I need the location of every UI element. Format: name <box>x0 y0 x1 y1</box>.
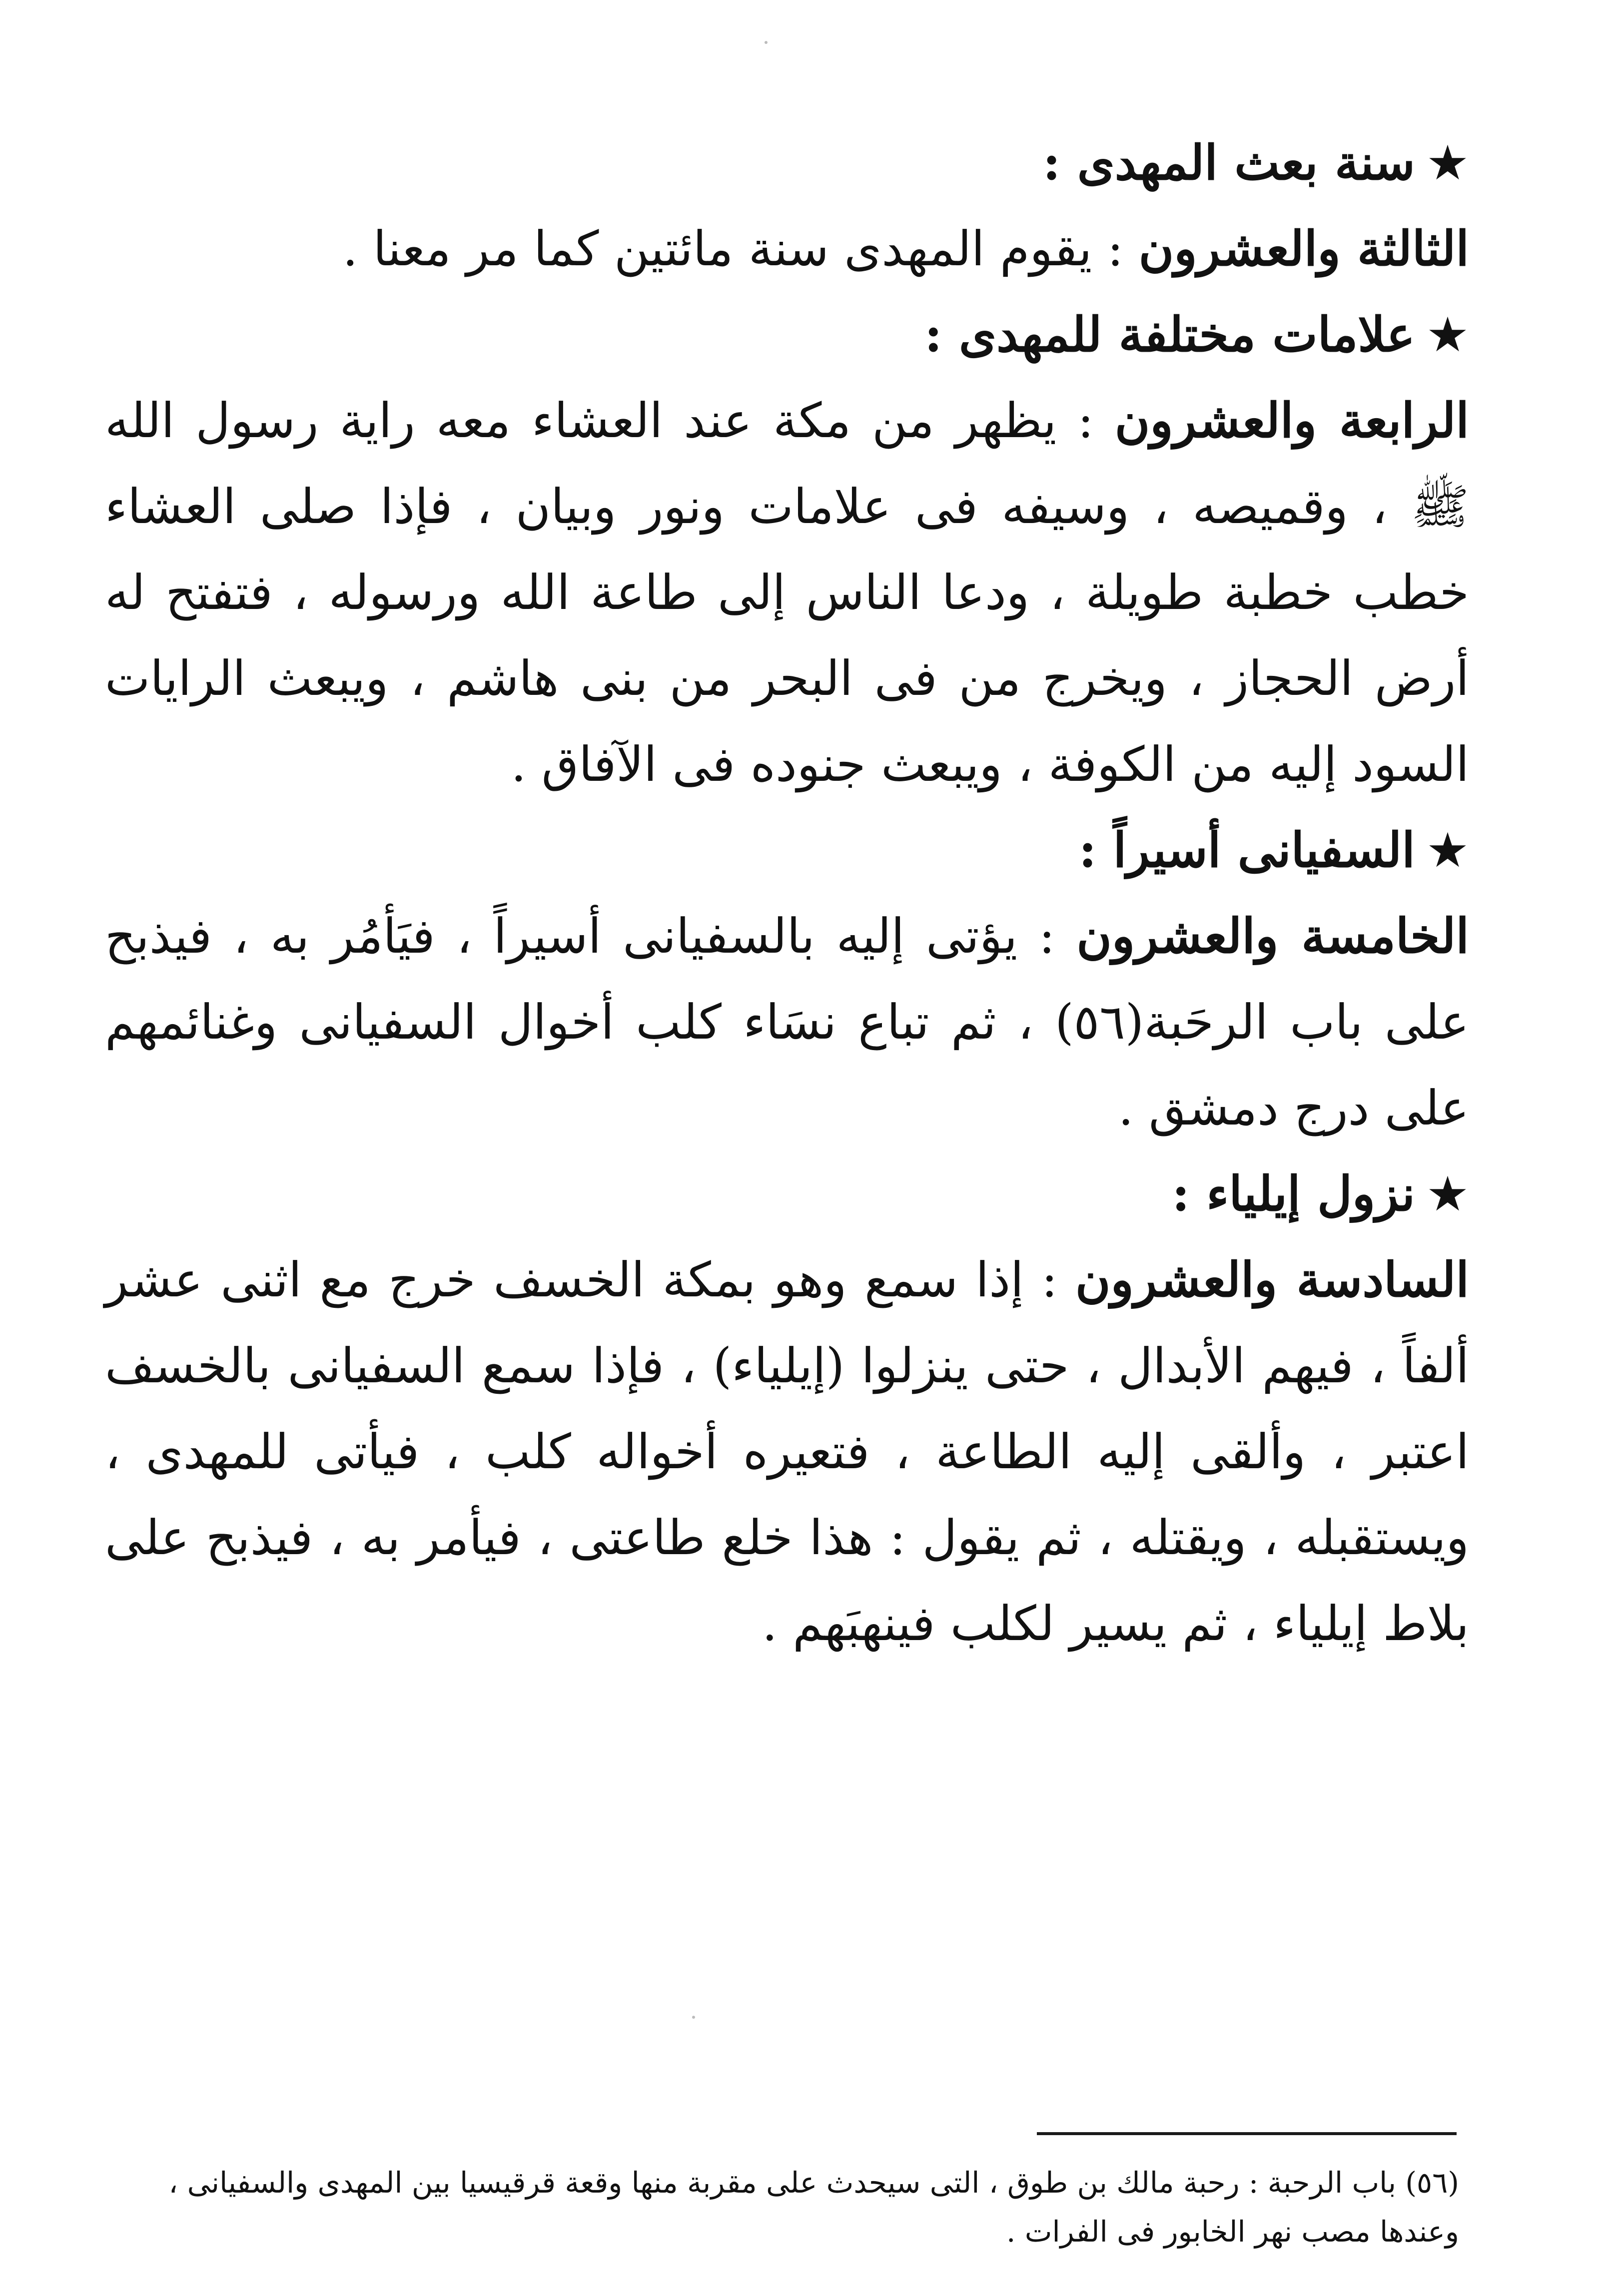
section-paragraph <box>105 378 1469 807</box>
paragraph-lead: الرابعة والعشرون <box>1114 392 1470 449</box>
paragraph-text: : يظهر من مكة عند العشاء معه راية رسول الله ﷺ ، وقميصه ، وسيفه فى علامات ونور وبيان ، فإذا صلى العشاء خطب خطبة طويلة ، ودعا الناس إلى طاعة الله ورسوله ، فتفتح له أرض الحجاز ، ويخرج من فى البحر من بنى هاشم ، ويبعث الرايات السود إليه من الكوفة ، ويبعث جنوده فى الآفاق . <box>105 393 1469 792</box>
footnote-divider <box>1037 2132 1457 2135</box>
heading-text: السفيانى أسيراً : <box>1078 822 1415 878</box>
scan-speck <box>692 2016 695 2019</box>
paragraph-text: : إذا سمع وهو بمكة الخسف خرج مع اثنى عشر ألفاً ، فيهم الأبدال ، حتى ينزلوا (إيلياء) ، فإذا سمع السفيانى بالخسف اعتبر ، وألقى إليه الطاعة ، فتعيره أخواله كلب ، فيأتى للمهدى ، ويستقبله ، ويقتله ، ثم يقول : هذا خلع طاعتى ، فيأمر به ، فيذبح على بلاط إيلياء ، ثم يسير لكلب فينهبَهم . <box>105 1252 1469 1652</box>
star-bullet-icon: ★ <box>1426 307 1469 363</box>
star-bullet-icon: ★ <box>1426 135 1469 191</box>
paragraph-lead: الخامسة والعشرون <box>1076 908 1470 964</box>
section-heading <box>105 807 1469 893</box>
paragraph-text: : يقوم المهدى سنة مائتين كما مر معنا . <box>342 221 1139 277</box>
scan-speck <box>765 41 768 44</box>
paragraph-text: : يؤتى إليه بالسفيانى أسيراً ، فيَأمُر به ، فيذبح على باب الرحَبة(٥٦) ، ثم تباع نسَاء كلب أخوال السفيانى وغنائمهم على درج دمشق . <box>105 908 1470 1136</box>
section-paragraph <box>105 206 1469 292</box>
heading-text: علامات مختلفة للمهدى : <box>924 306 1415 363</box>
paragraph-lead: السادسة والعشرون <box>1075 1251 1469 1308</box>
section-heading <box>105 292 1469 378</box>
heading-text: نزول إيلياء : <box>1172 1165 1415 1222</box>
page-body <box>105 120 1469 1667</box>
section-heading <box>105 120 1469 206</box>
paragraph-lead: الثالثة والعشرون <box>1138 220 1469 277</box>
section-paragraph <box>105 1237 1469 1667</box>
heading-text: سنة بعث المهدى : <box>1042 134 1415 191</box>
section-heading <box>105 1151 1469 1237</box>
footnote: (٥٦) باب الرحبة : رحبة مالك بن طوق ، التى سيحدث على مقربة منها وقعة قرقيسيا بين المهدى والسفيانى ، وعندها مصب نهر الخابور فى الفرات . <box>168 2166 1459 2249</box>
section-paragraph <box>105 893 1469 1151</box>
star-bullet-icon: ★ <box>1426 1166 1469 1222</box>
star-bullet-icon: ★ <box>1426 822 1469 878</box>
